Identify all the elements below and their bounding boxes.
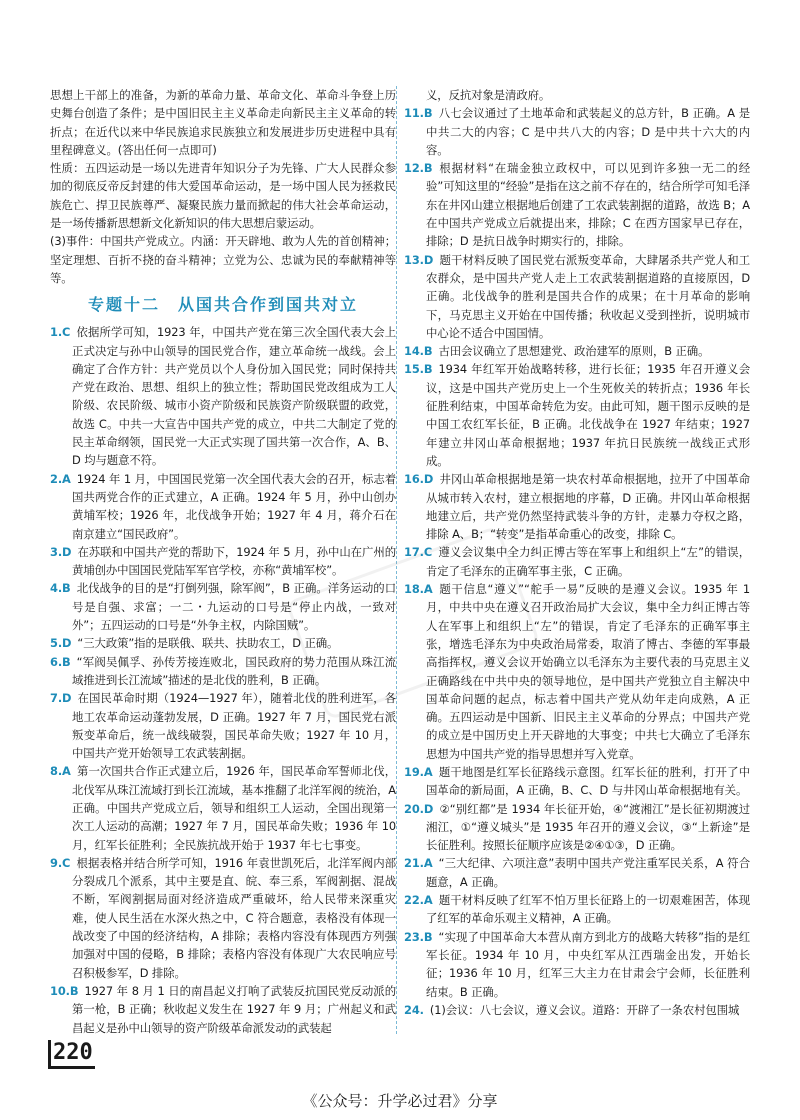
answer-item	[404, 342, 750, 360]
answer-text: 1934 年红军开始战略转移，进行长征；1935 年召开遵义会议，这是中国共产党历史上一个生死攸关的转折点；1936 年长征胜利结束，中国革命转危为安。由此可知，题干图示反映的是中国工农红军长征，B 正确。北伐战争在 1927 年结束；1927 年建立井冈山革命根据地；1937 年抗日民族统一战线正式形成。	[426, 362, 750, 468]
answer-number: 21.A	[404, 856, 433, 871]
answer-item	[404, 360, 750, 470]
left-column	[50, 86, 396, 1037]
intro-paragraph: (3)事件：中国共产党成立。内涵：开天辟地、敢为人先的首创精神；坚定理想、百折不挠的奋斗精神；立党为公、忠诚为民的奉献精神等等。	[50, 234, 396, 285]
answer-text: “军阀吴佩孚、孙传芳接连败北，国民政府的势力范围从珠江流域推进到长江流域”描述的是北伐的胜利，B 正确。	[72, 654, 396, 687]
answer-number: 14.B	[404, 344, 433, 359]
answer-number: 17.C	[404, 545, 433, 560]
answer-item	[404, 800, 750, 855]
answer-item	[404, 104, 750, 159]
answer-item	[50, 470, 396, 543]
right-column	[404, 86, 750, 1019]
answer-text: 1924 年 1 月，中国国民党第一次全国代表大会的召开，标志着国共两党合作的正式建立，A 正确。1924 年 5 月，孙中山创办黄埔军校；1926 年，北伐战争开始；1927 年 4 月，蒋介石在南京建立“国民政府”。	[72, 471, 396, 541]
answer-text: (1)会议：八七会议，遵义会议。道路：开辟了一条农村包围城	[429, 1002, 740, 1017]
footer-credit: 《公众号：升学必过君》分享	[302, 1092, 498, 1110]
answer-item	[404, 580, 750, 763]
answer-text: 题干材料反映了国民党右派叛变革命，大肆屠杀共产党人和工农群众，是中国共产党人走上工农武装割据道路的直接原因，D 正确。北伐战争的胜利是国共合作的成果；在十月革命的影响下，马克思主义开始在中国传播；秋收起义受到挫折，说明城市中心论不适合中国国情。	[426, 252, 750, 340]
answer-item	[50, 762, 396, 853]
answer-number: 12.B	[404, 161, 433, 176]
answer-number: 1.C	[50, 325, 71, 340]
answer-item	[50, 854, 396, 982]
answer-item	[50, 653, 396, 690]
answer-number: 4.B	[50, 581, 71, 596]
answer-text: 题干信息“遵义”“舵手一易”反映的是遵义会议。1935 年 1 月，中共中央在遵义召开政治局扩大会议，集中全力纠正博古等人在军事上和组织上“左”的错误，肯定了毛泽东的正确军事主张，增选毛泽东为中央政治局常委，取消了博古、李德的军事最高指挥权，遵义会议开始确立以毛泽东为主要代表的马克思主义正确路线在中共中央的领导地位，是中国共产党独立自主解决中国革命问题的起点，标志着中国共产党从幼年走向成熟，A 正确。五四运动是中国新、旧民主主义革命的分界点；中国共产党的成立是中国历史上开天辟地的大事变；中共七大确立了毛泽东思想为中国共产党的指导思想并写入党章。	[426, 582, 750, 761]
answer-item	[50, 634, 396, 652]
answer-item	[50, 543, 396, 580]
answer-text: 北伐战争的目的是“打倒列强，除军阀”，B 正确。洋务运动的口号是自强、求富；一二・九运动的口号是“停止内战，一致对外”；五四运动的口号是“外争主权，内除国贼”。	[72, 581, 396, 633]
answer-item	[50, 579, 396, 634]
answer-text: “三大纪律、六项注意”表明中国共产党注重军民关系，A 符合题意，A 正确。	[426, 856, 750, 889]
answer-text: 在国民革命时期（1924—1927 年），随着北伐的胜利进军，各地工农革命运动蓬勃发展，D 正确。1927 年 7 月，国民党右派叛变革命后，统一战线破裂，国民革命失败；1927 年 10 月，中国共产党开始领导工农武装割据。	[72, 691, 396, 761]
answer-item	[404, 891, 750, 928]
answer-number: 11.B	[404, 106, 433, 121]
answer-item	[404, 543, 750, 580]
answer-text: 根据表格并结合所学可知，1916 年袁世凯死后，北洋军阀内部分裂成几个派系，其中主要是直、皖、奉三系，军阀割据、混战不断，军阀割据局面对经济造成严重破坏，给人民带来深重灾难，使人民生活在水深火热之中，C 符合题意，表格没有体现一战改变了中国的经济结构，A 排除；表格内容没有体现西方列强加强对中国的侵略，B 排除；表格内容没有体现广大农民响应号召积极参军，D 排除。	[72, 855, 396, 980]
answer-number: 22.A	[404, 893, 433, 908]
answer-number: 18.A	[404, 582, 433, 597]
answer-text: 第一次国共合作正式建立后，1926 年，国民革命军誓师北伐，北伐军从珠江流域打到长江流域，基本推翻了北洋军阀的统治，A 正确。中国共产党成立后，领导和组织工人运动，全国出现第一次工人运动的高潮；1927 年 7 月，国民革命失败；1936 年 10 月，红军长征胜利；全民族抗战开始于 1937 年七七事变。	[72, 764, 396, 852]
page-number: 220	[48, 1040, 95, 1069]
answer-item	[404, 1001, 750, 1019]
answer-item	[404, 251, 750, 342]
answer-item	[50, 323, 396, 469]
intro-paragraph: 思想上干部上的准备，为新的革命力量、革命文化、革命斗争登上历史舞台创造了条件；是中国旧民主主义革命走向新民主主义革命的转折点；在近代以来中华民族追求民族独立和发展进步历史进程中具有里程碑意义。(答出任何一点即可)	[50, 88, 396, 157]
answer-number: 13.D	[404, 252, 434, 267]
answer-text: 根据材料“在瑞金独立政权中，可以见到许多独一无二的经验”可知这里的“经验”是指在这之前不存在的，结合所学可知毛泽东在井冈山建立根据地后创建了工农武装割据的道路，故选 B；A 在中国共产党成立后就提出来，排除；C 在西方国家早已存在，排除；D 是抗日战争时期实行的，排除。	[426, 161, 750, 249]
answer-text: 依据所学可知，1923 年，中国共产党在第三次全国代表大会上正式决定与孙中山领导的国民党合作，建立革命统一战线。会上确定了合作方针：共产党员以个人身份加入国民党；同时保持共产党在政治、思想、组织上的独立性；帮助国民党改组成为工人阶级、农民阶级、城市小资产阶级和民族资产阶级联盟的政党，故选 C。中共一大宣告中国共产党的成立，中共二大制定了党的民主革命纲领，国民党一大正式实现了国共第一次合作，A、B、D 均与题意不符。	[72, 325, 396, 468]
answer-item	[50, 689, 396, 762]
answer-text: 八七会议通过了土地革命和武装起义的总方针，B 正确。A 是中共二大的内容；C 是中共八大的内容；D 是中共十六大的内容。	[426, 106, 750, 157]
answer-number: 5.D	[50, 636, 72, 651]
answer-item	[404, 854, 750, 891]
answer-number: 15.B	[404, 362, 433, 377]
intro-paragraph: 性质：五四运动是一场以先进青年知识分子为先锋、广大人民群众参加的彻底反帝反封建的伟大爱国革命运动，是一场中国人民为拯救民族危亡、捍卫民族尊严、凝聚民族力量而掀起的伟大社会革命运动，是一场传播新思想新文化新知识的伟大思想启蒙运动。	[50, 161, 396, 231]
answer-text: 题干材料反映了红军不怕万里长征路上的一切艰难困苦，体现了红军的革命乐观主义精神，A 正确。	[426, 893, 750, 926]
answer-number: 6.B	[50, 654, 71, 669]
answer-text: 1927 年 8 月 1 日的南昌起义打响了武装反抗国民党反动派的第一枪，B 正确；秋收起义发生在 1927 年 9 月；广州起义和武昌起义是孙中山领导的资产阶级革命派发动的武装起	[72, 983, 396, 1035]
answer-number: 2.A	[50, 471, 71, 486]
answer-item	[404, 470, 750, 543]
answer-text: 古田会议确立了思想建党、政治建军的原则，B 正确。	[438, 344, 710, 359]
answer-item	[404, 159, 750, 250]
answer-text: “实现了中国革命大本营从南方到北方的战略大转移”指的是红军长征。1934 年 10 月，中央红军从江西瑞金出发，开始长征；1936 年 10 月，红军三大主力在甘肃会宁会师，长征胜利结束。B 正确。	[426, 929, 750, 999]
answer-text: 井冈山革命根据地是第一块农村革命根据地，拉开了中国革命从城市转入农村，建立根据地的序幕，D 正确。井冈山革命根据地建立后，共产党仍然坚持武装斗争的方针，走暴力夺权之路，排除 A、B；“转变”是指革命重心的改变，排除 C。	[426, 472, 750, 542]
answer-number: 19.A	[404, 764, 433, 779]
answer-text: ②“别红都”是 1934 年长征开始，④“渡湘江”是长征初期渡过湘江，①“遵义城头”是 1935 年召开的遵义会议，③“上新途”是长征胜利。按照长征顺序应该是②④①③，D 正确。	[426, 801, 750, 853]
section-title: 专题十二 从国共合作到国共对立	[87, 295, 358, 315]
answer-number: 9.C	[50, 855, 71, 870]
answer-number: 20.D	[404, 801, 434, 816]
answer-number: 16.D	[404, 472, 434, 487]
answer-list	[404, 104, 750, 1019]
answer-number: 8.A	[50, 764, 71, 779]
answer-list	[50, 323, 396, 1037]
answer-number: 7.D	[50, 691, 72, 706]
answer-item	[50, 982, 396, 1037]
answer-number: 23.B	[404, 929, 433, 944]
continuation-text: 义，反抗对象是清政府。	[426, 88, 551, 102]
answer-text: 题干地图是红军长征路线示意图。红军长征的胜利，打开了中国革命的新局面，A 正确，B、C、D 与井冈山革命根据地有关。	[426, 764, 750, 798]
answer-text: 遵义会议集中全力纠正博古等在军事上和组织上“左”的错误，肯定了毛泽东的正确军事主张，C 正确。	[426, 545, 750, 578]
column-divider	[396, 86, 398, 1034]
answer-number: 24.	[404, 1002, 424, 1017]
answer-number: 10.B	[50, 983, 79, 998]
answer-item	[404, 763, 750, 800]
answer-text: 在苏联和中国共产党的帮助下，1924 年 5 月，孙中山在广州的黄埔创办中国国民党陆军军官学校，亦称“黄埔军校”。	[72, 544, 396, 578]
answer-text: “三大政策”指的是联俄、联共、扶助农工，D 正确。	[77, 636, 339, 651]
answer-number: 3.D	[50, 544, 72, 559]
answer-item	[404, 928, 750, 1001]
